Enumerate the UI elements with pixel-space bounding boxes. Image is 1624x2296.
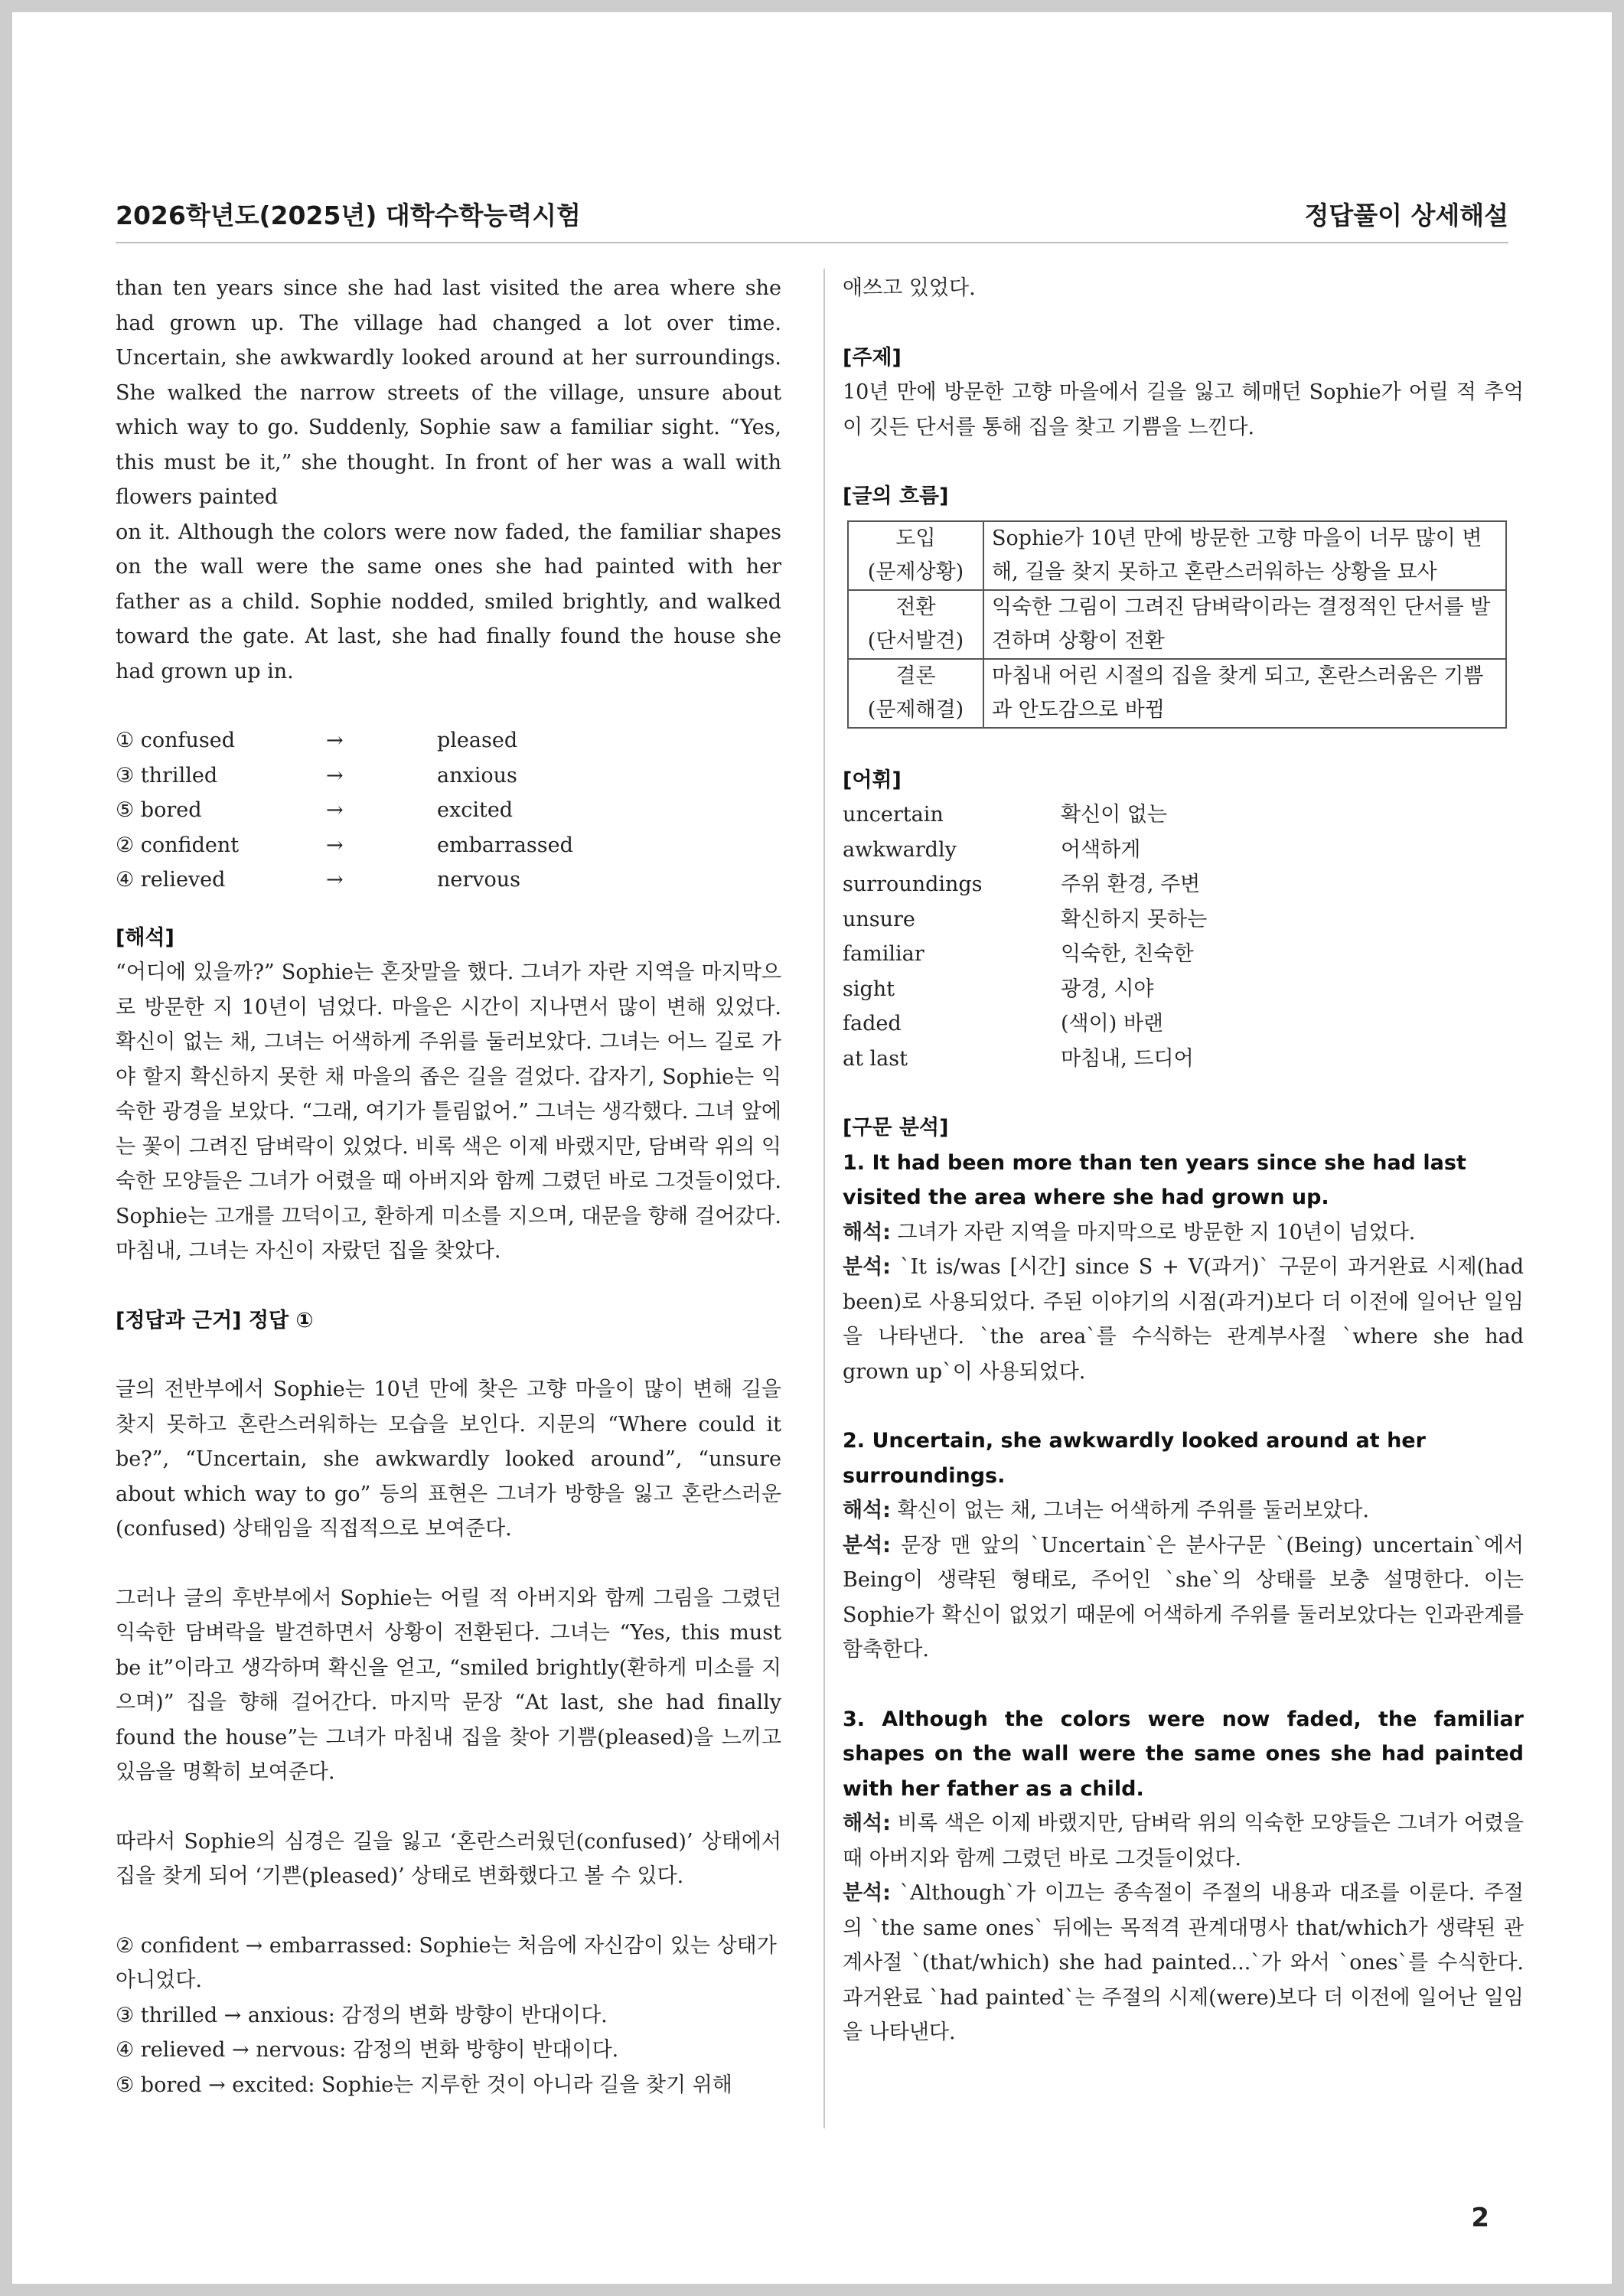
flow-stage: 전환 (단서발견) — [848, 590, 983, 659]
vocab-word: faded — [843, 1012, 902, 1035]
vocab-list — [843, 797, 1524, 1076]
translation-text: “어디에 있을까?” Sophie는 혼잣말을 했다. 그녀가 자란 지역을 마지막으로 방문한 지 10년이 넘었다. 마을은 시간이 지나면서 많이 변해 있었다. 확신이 없는 채, 그녀는 어색하게 주위를 둘러보았다. 그녀는 어느 길로 가야 할지 확신하지 못한 채 마을의 좁은 길을 걸었다. 갑자기, Sophie는 익숙한 광경을 보았다. “그래, 여기가 틀림없어.” 그녀는 생각했다. 그녀 앞에는 꽃이 그려진 담벼락이 있었다. 비록 색은 이제 바랬지만, 담벼락 위의 익숙한 모양들은 그녀가 어렸을 때 아버지와 함께 그렸던 바로 그것들이었다. Sophie는 고개를 끄덕이고, 환하게 미소를 지으며, 대문을 향해 걸어갔다. 마침내, 그녀는 자신이 자랐던 집을 찾았다. — [116, 960, 781, 1263]
answer-paragraph: 글의 전반부에서 Sophie는 10년 만에 찾은 고향 마을이 많이 변해 길을 찾지 못하고 혼란스러워하는 모습을 보인다. 지문의 “Where could it be?”, “Uncertain, she awkwardly looked around”, “unsure about which way to go” 등의 표현은 그녀가 방향을 잃고 혼란스러운(confused) 상태임을 직접적으로 보여준다. — [116, 1378, 781, 1541]
vocab-word: surroundings — [843, 872, 983, 896]
answer-heading: [정답과 근거] 정답 ① — [116, 1308, 314, 1332]
arrow-icon: → — [326, 833, 344, 857]
page-number: 2 — [1471, 2203, 1489, 2233]
theme-heading: [주제] — [843, 345, 902, 370]
page — [12, 12, 1612, 2284]
arrow-icon: → — [326, 868, 344, 892]
wrong-option-explanation: ④ relieved → nervous: 감정의 변화 방향이 반대이다. — [116, 2038, 619, 2062]
vocab-meaning: 익숙한, 친숙한 — [1061, 942, 1194, 966]
wrong-option-explanation: ② confident → embarrassed: Sophie는 처음에 자신감이 있는 상태가 아니었다. — [116, 1933, 777, 1992]
vocab-item — [843, 1006, 1524, 1042]
syntax-analysis: 분석: `It is/was [시간] since S + V(과거)` 구문이 과거완료 시제(had been)로 사용되었다. 주된 이야기의 시점(과거)보다 더 이전에 일어난 일임을 나타낸다. `the area`를 수식하는 관계부사절 `where she had grown up`이 사용되었다. — [843, 1255, 1524, 1384]
syntax-item — [843, 1146, 1524, 1390]
flow-description: Sophie가 10년 만에 방문한 고향 마을이 너무 많이 변해, 길을 찾지 못하고 혼란스러워하는 상황을 묘사 — [983, 521, 1506, 590]
option-row — [116, 828, 781, 863]
syntax-analysis: 분석: `Although`가 이끄는 종속절이 주절의 내용과 대조를 이룬다. 주절의 `the same ones` 뒤에는 목적격 관계대명사 that/which가 생략된 관계사절 `(that/which) she had painted...`가 와서 `ones`를 수식한다. 과거완료 `had painted`는 주절의 시제(were)보다 더 이전에 일어난 일임을 나타낸다. — [843, 1881, 1524, 2044]
wrong-option-explanation: ⑤ bored → excited: Sophie는 지루한 것이 아니라 길을 찾기 위해 — [116, 2073, 732, 2097]
vocab-meaning: (색이) 바랜 — [1061, 1012, 1163, 1035]
option-row — [116, 758, 781, 794]
vocab-item — [843, 972, 1524, 1007]
option-row — [116, 723, 781, 758]
syntax-heading: [구문 분석] — [843, 1116, 949, 1140]
vocab-word: uncertain — [843, 803, 944, 827]
vocab-meaning: 확신하지 못하는 — [1061, 907, 1208, 931]
vocab-item — [843, 867, 1524, 902]
flow-stage: 도입 (문제상황) — [848, 521, 983, 590]
vocab-meaning: 어색하게 — [1061, 837, 1141, 862]
vocab-meaning: 마침내, 드디어 — [1061, 1046, 1194, 1071]
option-to: embarrassed — [437, 833, 573, 857]
flow-description: 마침내 어린 시절의 집을 찾게 되고, 혼란스러움은 기쁨과 안도감으로 바뀜 — [983, 659, 1506, 728]
syntax-translation: 해석: 그녀가 자란 지역을 마지막으로 방문한 지 10년이 넘었다. — [843, 1220, 1416, 1244]
passage-text: than ten years since she had last visited the area where she had grown up. The village had changed a lot over time. Uncertain, she awkwardly looked around at her surroundings. She walked the narrow streets of the village, unsure about which way to go. Suddenly, Sophie saw a familiar sight. “Yes, this must be it,” she thought. In front of her was a wall with flowers painted — [116, 276, 781, 509]
flow-row — [848, 521, 1506, 590]
option-to: excited — [437, 798, 514, 822]
vocab-item — [843, 1042, 1524, 1077]
arrow-icon: → — [326, 763, 344, 788]
syntax-sentence: 3. Although the colors were now faded, the familiar shapes on the wall were the same ones she had painted with her father as a child. — [843, 1707, 1524, 1801]
vocab-word: awkwardly — [843, 837, 957, 862]
option-from: ① confused — [116, 729, 236, 752]
column-divider — [823, 269, 825, 2128]
right-column — [843, 271, 1524, 2050]
syntax-translation: 해석: 확신이 없는 채, 그녀는 어색하게 주위를 둘러보았다. — [843, 1499, 1369, 1522]
vocab-meaning: 주위 환경, 주변 — [1061, 872, 1201, 896]
option-to: pleased — [437, 729, 518, 752]
syntax-sentence: 2. Uncertain, she awkwardly looked around at her surroundings. — [843, 1429, 1426, 1488]
vocab-item — [843, 902, 1524, 938]
flow-heading: [글의 흐름] — [843, 484, 949, 508]
syntax-translation: 해석: 비록 색은 이제 바랬지만, 담벼락 위의 익숙한 모양들은 그녀가 어렸을 때 아버지와 함께 그렸던 바로 그것들이었다. — [843, 1812, 1524, 1870]
translation-heading: [해석] — [116, 925, 174, 950]
left-column — [116, 271, 781, 2102]
option-to: nervous — [437, 868, 521, 892]
vocab-word: unsure — [843, 907, 915, 931]
syntax-sentence: 1. It had been more than ten years since she had last visited the area where she had grown up. — [843, 1150, 1466, 1209]
option-from: ③ thrilled — [116, 763, 218, 788]
syntax-analysis: 분석: 문장 맨 앞의 `Uncertain`은 분사구문 `(Being) uncertain`에서 Being이 생략된 형태로, 주어인 `she`의 상태를 보충 설명한다. 이는 Sophie가 확신이 없었기 때문에 어색하게 주위를 둘러보았다는 인과관계를 함축한다. — [843, 1533, 1524, 1662]
answer-paragraph: 따라서 Sophie의 심경은 길을 잃고 ‘혼란스러웠던(confused)’ 상태에서 집을 찾게 되어 ‘기쁜(pleased)’ 상태로 변화했다고 볼 수 있다. — [116, 1829, 781, 1888]
section-title: 정답풀이 상세해설 — [1304, 201, 1508, 230]
arrow-icon: → — [326, 798, 344, 822]
option-row — [116, 793, 781, 828]
vocab-item — [843, 937, 1524, 972]
theme-text: 10년 만에 방문한 고향 마을에서 길을 잃고 헤매던 Sophie가 어릴 적 추억이 깃든 단서를 통해 집을 찾고 기쁨을 느낀다. — [843, 380, 1524, 439]
vocab-word: sight — [843, 977, 895, 1001]
flow-table — [847, 520, 1507, 729]
vocab-item — [843, 833, 1524, 868]
flow-row — [848, 659, 1506, 728]
answer-options — [116, 723, 781, 898]
vocab-word: familiar — [843, 942, 925, 966]
option-from: ⑤ bored — [116, 798, 202, 822]
passage-text-continued: on it. Although the colors were now faded, the familiar shapes on the wall were the same ones she had painted with her father as a child. Sophie nodded, smiled brightly, and walked toward the gate. At last, she had finally found the house she had grown up in. — [116, 520, 781, 683]
wrong-option-explanation: ③ thrilled → anxious: 감정의 변화 방향이 반대이다. — [116, 2003, 608, 2027]
flow-row — [848, 590, 1506, 659]
syntax-item — [843, 1424, 1524, 1668]
vocab-word: at last — [843, 1046, 908, 1071]
flow-description: 익숙한 그림이 그려진 담벼락이라는 결정적인 단서를 발견하며 상황이 전환 — [983, 590, 1506, 659]
wrong-option-continued: 애쓰고 있었다. — [843, 276, 976, 300]
option-to: anxious — [437, 763, 517, 788]
option-from: ④ relieved — [116, 868, 226, 892]
answer-paragraph: 그러나 글의 후반부에서 Sophie는 어릴 적 아버지와 함께 그림을 그렸던 익숙한 담벼락을 발견하면서 상황이 전환된다. 그녀는 “Yes, this must be it”이라고 생각하며 확신을 얻고, “smiled brightly(환하게 미소를 지으며)” 집을 향해 걸어간다. 마지막 문장 “At last, she had finally found the house”는 그녀가 마침내 집을 찾아 기쁨(pleased)을 느끼고 있음을 명확히 보여준다. — [116, 1586, 781, 1784]
exam-title: 2026학년도(2025년) 대학수학능력시험 — [116, 201, 581, 230]
vocab-item — [843, 797, 1524, 833]
option-row — [116, 863, 781, 898]
option-from: ② confident — [116, 833, 240, 857]
page-header — [116, 196, 1508, 243]
arrow-icon: → — [326, 729, 344, 752]
vocab-meaning: 확신이 없는 — [1061, 803, 1167, 827]
syntax-item — [843, 1702, 1524, 2050]
flow-stage: 결론 (문제해결) — [848, 659, 983, 728]
vocab-heading: [어휘] — [843, 768, 902, 792]
vocab-meaning: 광경, 시야 — [1061, 977, 1154, 1001]
